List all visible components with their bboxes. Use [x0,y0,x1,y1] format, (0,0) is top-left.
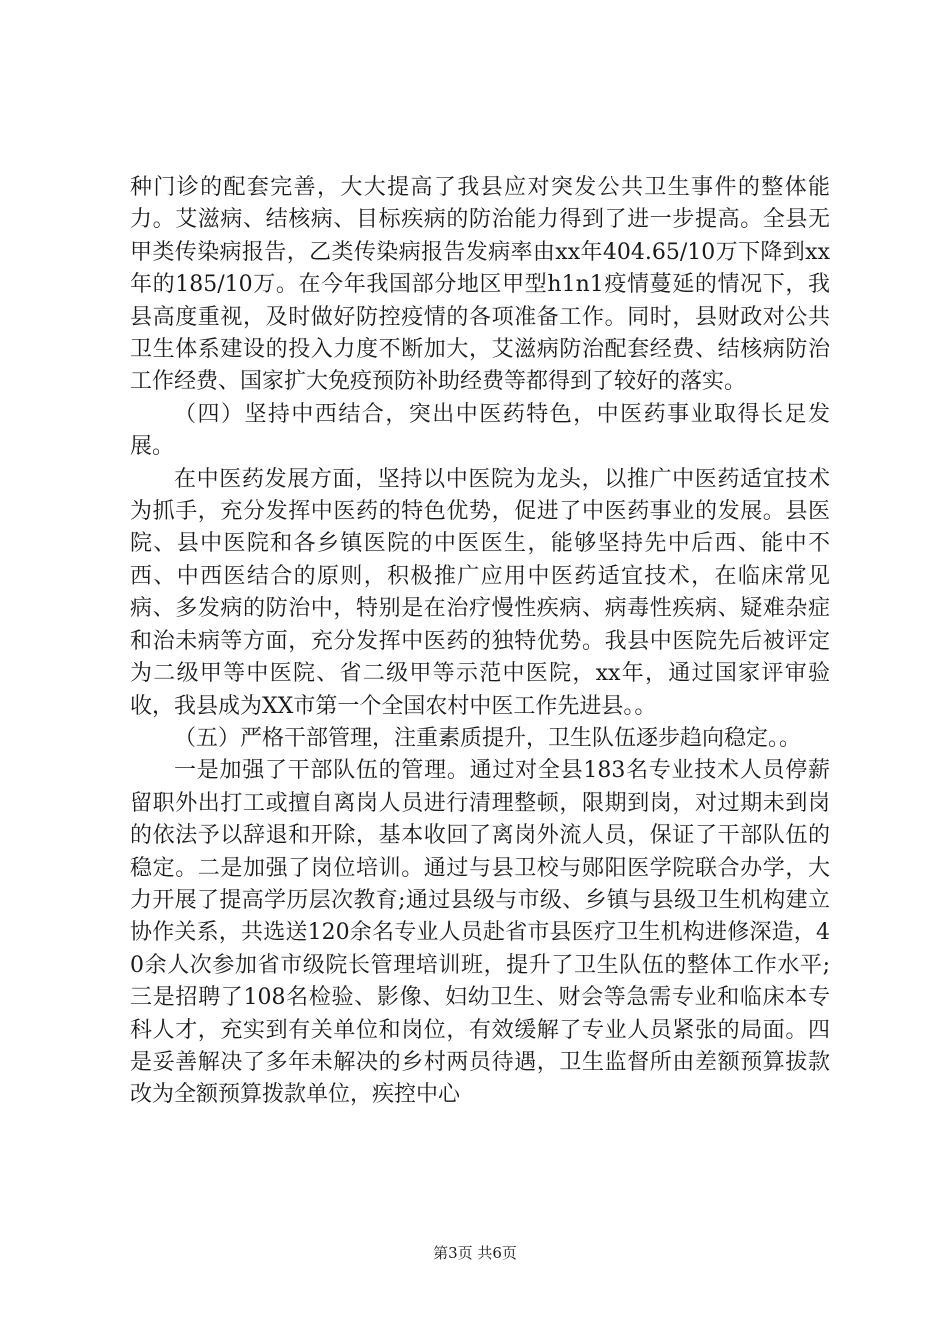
paragraph-public-health: 种门诊的配套完善，大大提高了我县应对突发公共卫生事件的整体能力。艾滋病、结核病、目标疾病的防治能力得到了进一步提高。全县无甲类传染病报告，乙类传染病报告发病率由xx年404.65/10万下降到xx年的185/10万。在今年我国部分地区甲型h1n1疫情蔓延的情况下，我县高度重视，及时做好防控疫情的各项准备工作。同时，县财政对公共卫生体系建设的投入力度不断加大，艾滋病防治配套经费、结核病防治工作经费、国家扩大免疫预防补助经费等都得到了较好的落实。 [130,175,830,395]
document-body [130,172,830,1112]
section-heading-tcm: （四）坚持中西结合，突出中医药特色，中医药事业取得长足发展。 [130,401,830,460]
paragraph-staff-management: 一是加强了干部队伍的管理。通过对全县183名专业技术人员停薪留职外出打工或擅自离岗人员进行清理整顿，限期到岗，对过期未到岗的依法予以辞退和开除，基本收回了离岗外流人员，保证了干部队伍的稳定。二是加强了岗位培训。通过与县卫校与郧阳医学院联合办学，大力开展了提高学历层次教育;通过县级与市级、乡镇与县级卫生机构建立协作关系，共选送120余名专业人员赴省市县医疗卫生机构进修深造，40余人次参加省市级院长管理培训班，提升了卫生队伍的整体工作水平;三是招聘了108名检验、影像、妇幼卫生、财会等急需专业和临床本专科人才，充实到有关单位和岗位，有效缓解了专业人员紧张的局面。四是妥善解决了多年未解决的乡村两员待遇，卫生监督所由差额预算拔款改为全额预算拨款单位，疾控中心 [130,758,830,1108]
page-indicator: 第3页 共6页 [433,1244,517,1262]
section-heading-staff-management: （五）严格干部管理，注重素质提升，卫生队伍逐步趋向稳定。。 [174,725,802,751]
page-footer [0,1242,950,1263]
paragraph-tcm-development: 在中医药发展方面，坚持以中医院为龙头，以推广中医药适宜技术为抓手，充分发挥中医药的特色优势，促进了中医药事业的发展。县医院、县中医院和各乡镇医院的中医医生，能够坚持先中后西、能中不西、中西医结合的原则，积极推广应用中医药适宜技术，在临床常见病、多发病的防治中，特别是在治疗慢性疾病、病毒性疾病、疑难杂症和治未病等方面，充分发挥中医药的独特优势。我县中医院先后被评定为二级甲等中医院、省二级甲等示范中医院，xx年，通过国家评审验收，我县成为XX市第一个全国农村中医工作先进县。。 [130,466,830,719]
